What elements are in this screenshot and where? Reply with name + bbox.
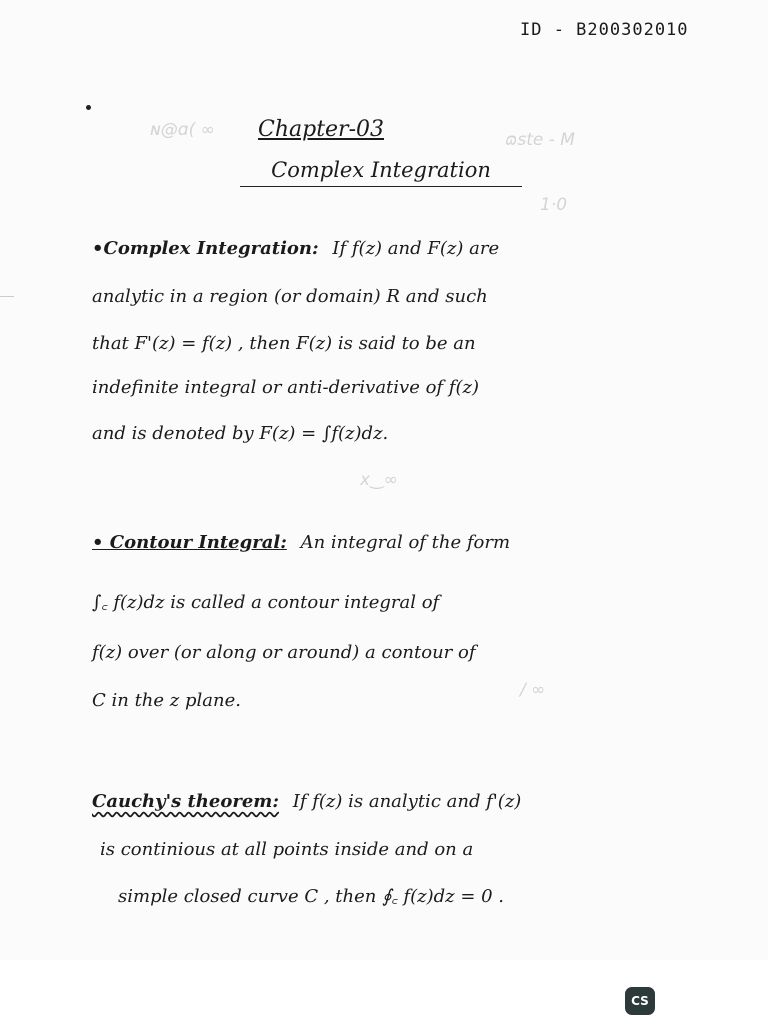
definition-line: f(z) over (or along or around) a contour of xyxy=(92,642,476,663)
definition-line: that F'(z) = f(z) , then F(z) is said to be an xyxy=(92,333,476,354)
term-label: • Contour Integral: xyxy=(92,532,287,553)
subject-heading: Complex Integration xyxy=(240,158,522,187)
definition-text: An integral of the form xyxy=(300,532,511,553)
definition-line: and is denoted by F(z) = ∫f(z)dz. xyxy=(92,423,389,444)
definition-line: is continious at all points inside and on a xyxy=(100,839,474,860)
definition-line: simple closed curve C , then ∮꜀ f(z)dz = 0 . xyxy=(118,886,505,907)
definition-line xyxy=(92,530,510,556)
student-id: ID - B200302010 xyxy=(520,20,689,40)
definition-line: C in the z plane. xyxy=(92,690,241,711)
bleed-through-mark: x‿∞ xyxy=(360,470,398,490)
definition-text: If f(z) is analytic and f'(z) xyxy=(292,791,522,812)
term-label: •Complex Integration: xyxy=(92,238,319,259)
bleed-through-mark: ɴ@ɑ( ∞ xyxy=(150,120,215,140)
definition-line: ∫꜀ f(z)dz is called a contour integral of xyxy=(92,592,440,613)
definition-line xyxy=(92,789,521,815)
bleed-through-mark: ɷste - M xyxy=(505,130,575,150)
margin-mark xyxy=(0,296,14,297)
definition-line xyxy=(92,236,499,262)
chapter-heading: Chapter-03 xyxy=(258,117,385,142)
camscanner-logo: CS xyxy=(625,987,655,1015)
definition-line: analytic in a region (or domain) R and such xyxy=(92,286,488,307)
bullet-dot xyxy=(86,105,91,110)
term-label: Cauchy's theorem: xyxy=(92,791,279,812)
bleed-through-mark: 1·0 xyxy=(540,195,568,215)
definition-text: If f(z) and F(z) are xyxy=(332,238,500,259)
bleed-through-mark: ∕ ∞ xyxy=(520,680,546,700)
definition-line: indefinite integral or anti-derivative of f(z) xyxy=(92,377,479,398)
